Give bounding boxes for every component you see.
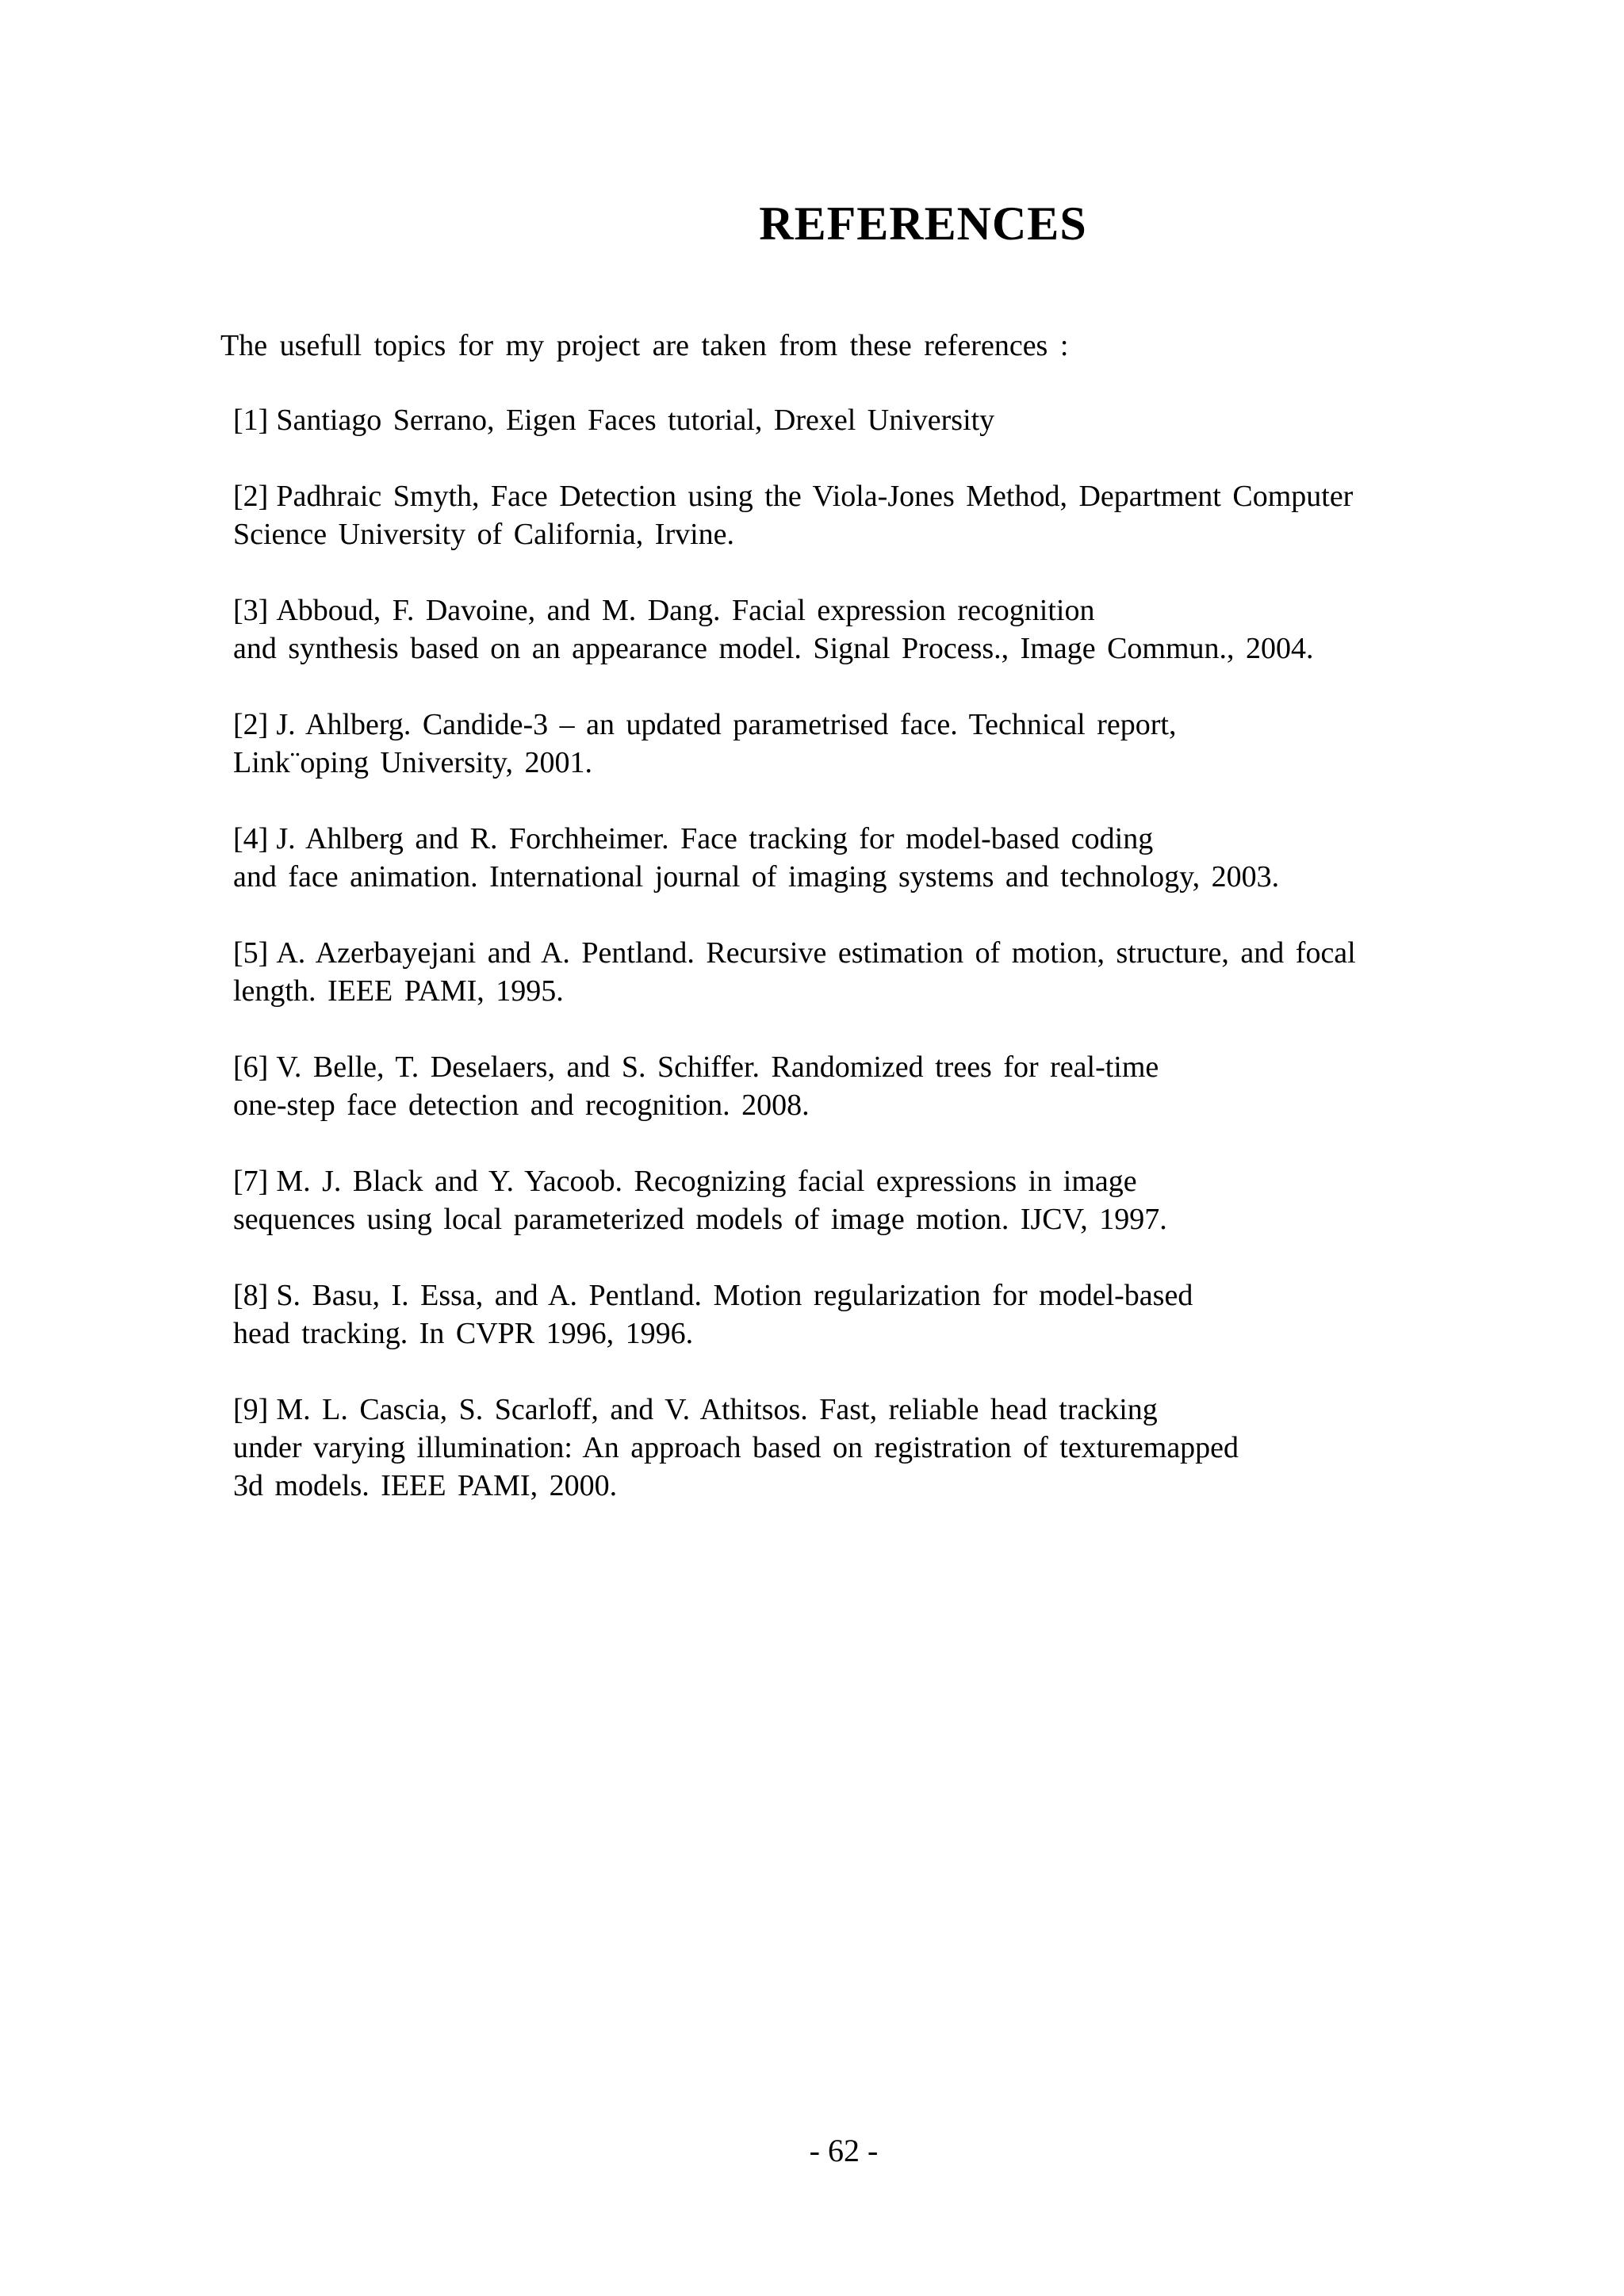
reference-text: M. L. Cascia, S. Scarloff, and V. Athitsos. Fast, reliable head tracking bbox=[276, 1393, 1158, 1426]
reference-line bbox=[233, 972, 1470, 1010]
reference-line bbox=[233, 591, 1470, 629]
reference-line bbox=[233, 1200, 1470, 1238]
reference-line bbox=[233, 1276, 1470, 1314]
reference-text: A. Azerbayejani and A. Pentland. Recursive estimation of motion, structure, and focal bbox=[276, 936, 1356, 970]
reference-number: [3] bbox=[233, 594, 269, 627]
reference-text: under varying illumination: An approach based on registration of texturemapped bbox=[233, 1431, 1239, 1464]
reference-line bbox=[233, 401, 1470, 439]
reference-line bbox=[233, 1086, 1470, 1124]
reference-line bbox=[233, 706, 1470, 744]
reference-number: [2] bbox=[233, 708, 269, 741]
reference-line bbox=[233, 477, 1470, 515]
reference-item bbox=[233, 1162, 1470, 1238]
reference-number: [4] bbox=[233, 822, 269, 855]
reference-line bbox=[233, 744, 1470, 782]
reference-text: M. J. Black and Y. Yacoob. Recognizing facial expressions in image bbox=[276, 1165, 1137, 1198]
reference-list bbox=[233, 401, 1470, 1543]
reference-line bbox=[233, 934, 1470, 972]
reference-text: Abboud, F. Davoine, and M. Dang. Facial expression recognition bbox=[276, 594, 1095, 627]
reference-text: and face animation. International journal of imaging systems and technology, 2003. bbox=[233, 860, 1280, 894]
reference-text: V. Belle, T. Deselaers, and S. Schiffer. Randomized trees for real-time bbox=[276, 1050, 1159, 1084]
reference-text: Science University of California, Irvine. bbox=[233, 518, 735, 551]
reference-line bbox=[233, 629, 1470, 668]
reference-number: [1] bbox=[233, 404, 269, 437]
reference-text: Santiago Serrano, Eigen Faces tutorial, Drexel University bbox=[276, 404, 995, 437]
page-title: REFERENCES bbox=[759, 197, 1087, 250]
reference-text: J. Ahlberg and R. Forchheimer. Face tracking for model-based coding bbox=[276, 822, 1154, 855]
reference-line bbox=[233, 820, 1470, 858]
reference-text: Link¨oping University, 2001. bbox=[233, 746, 592, 779]
reference-text: length. IEEE PAMI, 1995. bbox=[233, 974, 564, 1008]
reference-line bbox=[233, 1429, 1470, 1467]
reference-item bbox=[233, 401, 1470, 439]
reference-number: [7] bbox=[233, 1165, 269, 1198]
reference-line bbox=[233, 515, 1470, 553]
reference-item bbox=[233, 706, 1470, 782]
reference-number: [8] bbox=[233, 1279, 269, 1312]
reference-line bbox=[233, 1162, 1470, 1200]
reference-text: J. Ahlberg. Candide-3 – an updated parametrised face. Technical report, bbox=[276, 708, 1177, 741]
reference-text: Padhraic Smyth, Face Detection using the Viola-Jones Method, Department Computer bbox=[276, 480, 1354, 513]
reference-number: [5] bbox=[233, 936, 269, 970]
reference-text: head tracking. In CVPR 1996, 1996. bbox=[233, 1317, 694, 1350]
reference-item bbox=[233, 1276, 1470, 1353]
reference-text: one-step face detection and recognition. 2008. bbox=[233, 1089, 810, 1122]
reference-number: [9] bbox=[233, 1393, 269, 1426]
reference-item bbox=[233, 820, 1470, 896]
reference-line bbox=[233, 858, 1470, 896]
reference-line bbox=[233, 1314, 1470, 1353]
reference-item bbox=[233, 477, 1470, 553]
intro-text: The usefull topics for my project are taken from these references : bbox=[220, 329, 1069, 362]
reference-item bbox=[233, 934, 1470, 1010]
reference-line bbox=[233, 1048, 1470, 1086]
reference-text: 3d models. IEEE PAMI, 2000. bbox=[233, 1469, 618, 1502]
reference-number: [2] bbox=[233, 480, 269, 513]
reference-text: and synthesis based on an appearance model. Signal Process., Image Commun., 2004. bbox=[233, 632, 1314, 665]
reference-item bbox=[233, 591, 1470, 668]
reference-item bbox=[233, 1048, 1470, 1124]
reference-line bbox=[233, 1467, 1470, 1505]
reference-text: sequences using local parameterized models of image motion. IJCV, 1997. bbox=[233, 1203, 1167, 1236]
reference-item bbox=[233, 1391, 1470, 1505]
reference-number: [6] bbox=[233, 1050, 269, 1084]
reference-text: S. Basu, I. Essa, and A. Pentland. Motion regularization for model-based bbox=[276, 1279, 1193, 1312]
page-number: - 62 - bbox=[809, 2133, 879, 2168]
reference-line bbox=[233, 1391, 1470, 1429]
